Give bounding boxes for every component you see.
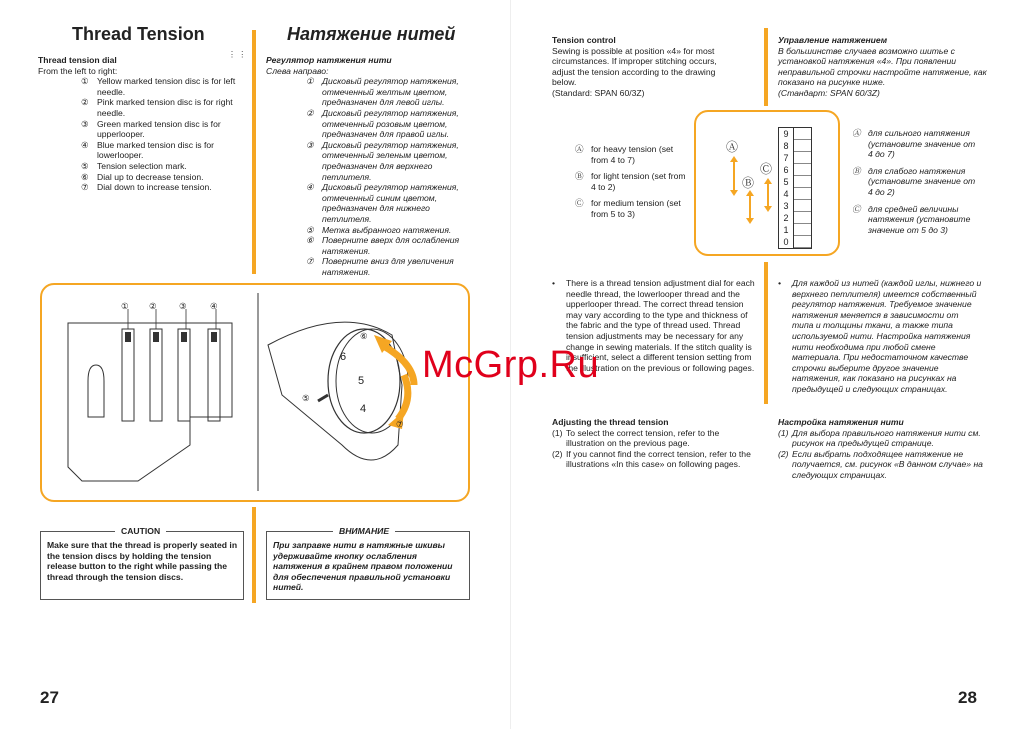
dial-ru-item [306,182,466,224]
scale-tick [794,176,811,188]
dial-list-ru [306,76,466,277]
dial-ru-marker: ① [306,76,314,87]
scale-number: 5 [779,176,794,188]
tension-scale-figure [694,110,840,256]
scale-label-a: Ⓐ [726,140,739,154]
control-section-en [552,35,742,99]
dial-ru-marker: ② [306,107,314,118]
scale-tick [794,128,811,140]
disc-label-3: ③ [179,301,187,311]
control-heading-en: Tension control [552,35,616,45]
legend-en-text: for heavy tension (set from 4 to 7) [591,144,674,165]
bullet-en: • There is a thread tension adjustment dial for each needle thread, the lowerlooper thread and the upperlooper thread. The correct thread tension may vary according to the type and thickness of the fabric and the type of thread used. Thread tension adjustments may be necessary for any change in sewing materials. If the stitch quality is insufficient, select a different tension setting from the illustration on the previous or following pages. [552,278,755,373]
dial-ru-text: Дисковый регулятор натяжения, отмеченный желтым цветом, предназначен для левой иглы. [322,76,459,108]
dial-en-item [81,76,238,97]
right-divider-mid [764,262,768,404]
legend-en-text: for light tension (set from 4 to 2) [591,171,686,192]
legend-list-en [575,144,687,220]
dial-en-marker: ① [81,76,89,87]
legend-en [575,144,687,226]
dial-en-item [81,119,238,140]
scale-tick [794,212,811,224]
dial-ru-item [306,256,466,277]
scale-number: 9 [779,128,794,140]
scale-number: 3 [779,200,794,212]
adjust-list-ru [778,428,984,481]
adjust-en-text: If you cannot find the correct tension, refer to the illustrations «In this case» on following pages. [566,448,751,470]
right-divider-top [764,28,768,106]
adjust-ru-text: Для выбора правильного натяжения нити см. рисунок на предыдущей странице. [792,427,981,449]
dial-en-marker: ③ [81,118,89,129]
legend-ru-text: для слабого натяжения (установите значение от 4 до 2) [868,165,976,197]
scale-row [779,236,811,248]
adjust-section-en [552,417,758,470]
control-text-ru: В большинстве случаев возможно шитье с установкой натяжения «4». При появлении неправильной строчки настройте натяжение, как показано на рисунке ниже. [778,45,987,88]
scale-tick [794,140,811,152]
warning-text: При заправке нити в натяжные шкивы удерживайте кнопку ослабления натяжения в крайнем правом положении для обеспечения правильной установки нитей. [273,540,453,593]
scale-row [779,152,811,164]
dial-en-text: Tension selection mark. [97,160,187,171]
scale-row [779,212,811,224]
scale-tick [794,236,811,248]
adjust-ru-marker: (2) [778,448,789,459]
adjust-en-item [552,428,758,449]
control-standard-en: (Standard: SPAN 60/3Z) [552,87,645,98]
dial-ru-marker: ④ [306,182,314,193]
bullet-ru: • Для каждой из нитей (каждой иглы, нижнего и верхнего петлителя) имеется собственный регулятор натяжения. Требуемое значение натяжения меняется в зависимости от типа и толщины ткани, а также типа используемой нити. Настройка натяжения нити необходима при любой смене материала. При недостаточном качестве строчки выберите другое значение натяжения, как показано на рисунках на предыдущей и следующих страницах. [778,278,982,394]
dial-intro-ru: Слева направо: [266,65,329,76]
dial-section-en [38,55,238,193]
watermark: McGrp.Ru [422,344,600,386]
legend-en-marker: Ⓒ [575,198,584,209]
adjust-section-ru [778,417,984,481]
caution-divider [252,507,256,603]
dial-ru-text: Поверните вниз для увеличения натяжения. [322,256,454,277]
legend-en-marker: Ⓐ [575,144,584,154]
dial-ru-item [306,235,466,256]
scale-row [779,200,811,212]
scale-number: 0 [779,236,794,248]
dial-ru-text: Дисковый регулятор натяжения, отмеченный зеленым цветом, предназначен для верхнего петлителя. [322,139,459,182]
scale-row [779,176,811,188]
mark-label-6: ⑥ [360,331,368,341]
legend-ru-item [852,204,982,236]
adjust-en-marker: (1) [552,427,563,438]
legend-list-ru [852,128,982,235]
adjust-heading-en: Adjusting the thread tension [552,417,669,427]
scale-tick [794,200,811,212]
scale-label-c: Ⓒ [760,162,773,176]
adjust-ru-marker: (1) [778,427,789,438]
corner-dots: ⋮ ⋮ [228,50,247,59]
dial-ru-text: Поверните вверх для ослабления натяжения. [322,235,460,256]
legend-ru-marker: Ⓐ [852,128,861,138]
dial-section-ru [266,55,466,277]
dial-number-4: 4 [360,403,367,415]
tension-illustration [42,285,468,500]
scale-number: 4 [779,188,794,200]
scale-number: 2 [779,212,794,224]
caution-title: CAUTION [115,526,166,537]
dial-ru-item [306,225,466,236]
page-number-left: 27 [40,688,59,707]
dial-en-text: Green marked tension disc is for upperlooper. [97,118,221,140]
dial-en-text: Pink marked tension disc is for right needle. [97,97,233,118]
dial-ru-item [306,108,466,140]
tension-scale [778,127,812,249]
dial-en-marker: ② [81,97,89,108]
dial-ru-text: Дисковый регулятор натяжения, отмеченный синим цветом, предназначен для нижнего петлителя. [322,182,459,224]
scale-number: 1 [779,224,794,236]
adjust-list-en [552,428,758,470]
legend-en-item [575,144,687,165]
dial-ru-marker: ⑤ [306,224,314,235]
dial-en-text: Dial up to decrease tension. [97,171,204,182]
adjust-en-text: To select the correct tension, refer to the illustration on the previous page. [566,427,720,449]
legend-ru [852,128,982,241]
dial-en-text: Dial down to increase tension. [97,182,212,193]
scale-tick [794,188,811,200]
bullet-text-en: There is a thread tension adjustment dial for each needle thread, the lowerlooper thread and the upperlooper thread. The correct thread tension may vary according to the type and thickness of the fabric and the type of thread used. Thread tension adjustments may be necessary for any change in sewing materials. If the stitch quality is insufficient, select a different tension setting from the illustration on the previous or following pages. [566,278,755,373]
disc-label-1: ① [121,301,129,311]
dial-en-marker: ⑤ [81,160,89,171]
dial-number-5: 5 [358,375,365,387]
legend-ru-item [852,166,982,198]
dial-list-en [81,76,238,193]
legend-en-text: for medium tension (set from 5 to 3) [591,198,681,219]
dial-en-text: Yellow marked tension disc is for left needle. [97,76,236,97]
bullet-text-ru: Для каждой из нитей (каждой иглы, нижнего и верхнего петлителя) имеется собственный регулятор натяжения. Требуемое значение натяжения меняется в зависимости от типа и толщины ткани, а также типа используемой нити. Настройка натяжения нити необходима при любой смене материала. При недостаточном качестве строчки выберите другое значение натяжения, как показано на рисунках на предыдущей и следующих страницах. [792,278,982,394]
page-title-ru: Натяжение нитей [287,24,456,44]
legend-ru-text: для средней величины натяжения (установите значение от 5 до 3) [868,203,971,235]
scale-row [779,140,811,152]
dial-ru-item [306,76,466,108]
scale-number: 8 [779,140,794,152]
dial-ru-text: Дисковый регулятор натяжения, отмеченный розовым цветом, предназначен для правой иглы. [322,107,459,140]
adjust-ru-item [778,428,984,449]
scale-arrows [696,112,838,254]
tension-figure [40,283,470,502]
dial-en-item [81,97,238,118]
dial-heading-en: Thread tension dial [38,55,117,65]
scale-row [779,224,811,236]
adjust-en-marker: (2) [552,448,563,459]
scale-row [779,164,811,176]
dial-ru-marker: ⑦ [306,256,314,267]
caution-box-en [40,526,244,600]
dial-heading-ru: Регулятор натяжения нити [266,55,392,65]
scale-row [779,188,811,200]
dial-ru-marker: ⑥ [306,235,314,246]
adjust-heading-ru: Настройка натяжения нити [778,417,904,427]
control-text-en: Sewing is possible at position «4» for most circumstances. If improper stitching occurs, adjust the tension according to the drawing below. [552,45,717,88]
scale-tick [794,224,811,236]
disc-label-4: ④ [210,301,218,311]
dial-en-marker: ⑥ [81,171,89,182]
warning-title: ВНИМАНИЕ [333,526,395,537]
scale-label-b: Ⓑ [742,176,755,190]
dial-en-text: Blue marked tension disc is for lowerlooper. [97,139,215,161]
legend-ru-item [852,128,982,160]
scale-row [779,128,811,140]
control-heading-ru: Управление натяжением [778,35,888,45]
dial-ru-text: Метка выбранного натяжения. [322,224,452,235]
dial-en-marker: ④ [81,139,89,150]
dial-number-6: 6 [340,351,347,363]
legend-en-marker: Ⓑ [575,171,584,182]
legend-ru-marker: Ⓒ [852,203,861,214]
scale-number: 7 [779,152,794,164]
caution-text: Make sure that the thread is properly seated in the tension discs by holding the tension release button to the right while passing the thread through the tension discs. [47,540,238,582]
legend-ru-marker: Ⓑ [852,165,861,176]
scale-number: 6 [779,164,794,176]
column-divider [252,30,256,274]
adjust-ru-text: Если выбрать подходящее натяжение не получается, см. рисунок «В данном случае» на следующих страницах. [792,448,983,480]
caution-box-ru [266,526,470,600]
adjust-en-item [552,449,758,470]
dial-en-item [81,161,238,172]
control-section-ru [778,35,988,99]
dial-ru-item [306,140,466,182]
legend-ru-text: для сильного натяжения (установите значение от 4 до 7) [868,128,976,160]
page-number-right: 28 [958,688,977,707]
mark-label-7: ⑦ [396,419,404,429]
dial-en-item [81,182,238,193]
mark-label-5: ⑤ [302,393,310,403]
scale-tick [794,164,811,176]
dial-intro-en: From the left to right: [38,65,118,76]
page-title-en: Thread Tension [72,24,205,44]
legend-en-item [575,171,687,192]
scale-tick [794,152,811,164]
dial-en-item [81,140,238,161]
dial-en-marker: ⑦ [81,182,89,193]
adjust-ru-item [778,449,984,481]
dial-ru-marker: ③ [306,139,314,150]
legend-en-item [575,198,687,219]
disc-label-2: ② [149,301,157,311]
control-standard-ru: (Стандарт: SPAN 60/3Z) [778,87,880,98]
dial-en-item [81,172,238,183]
